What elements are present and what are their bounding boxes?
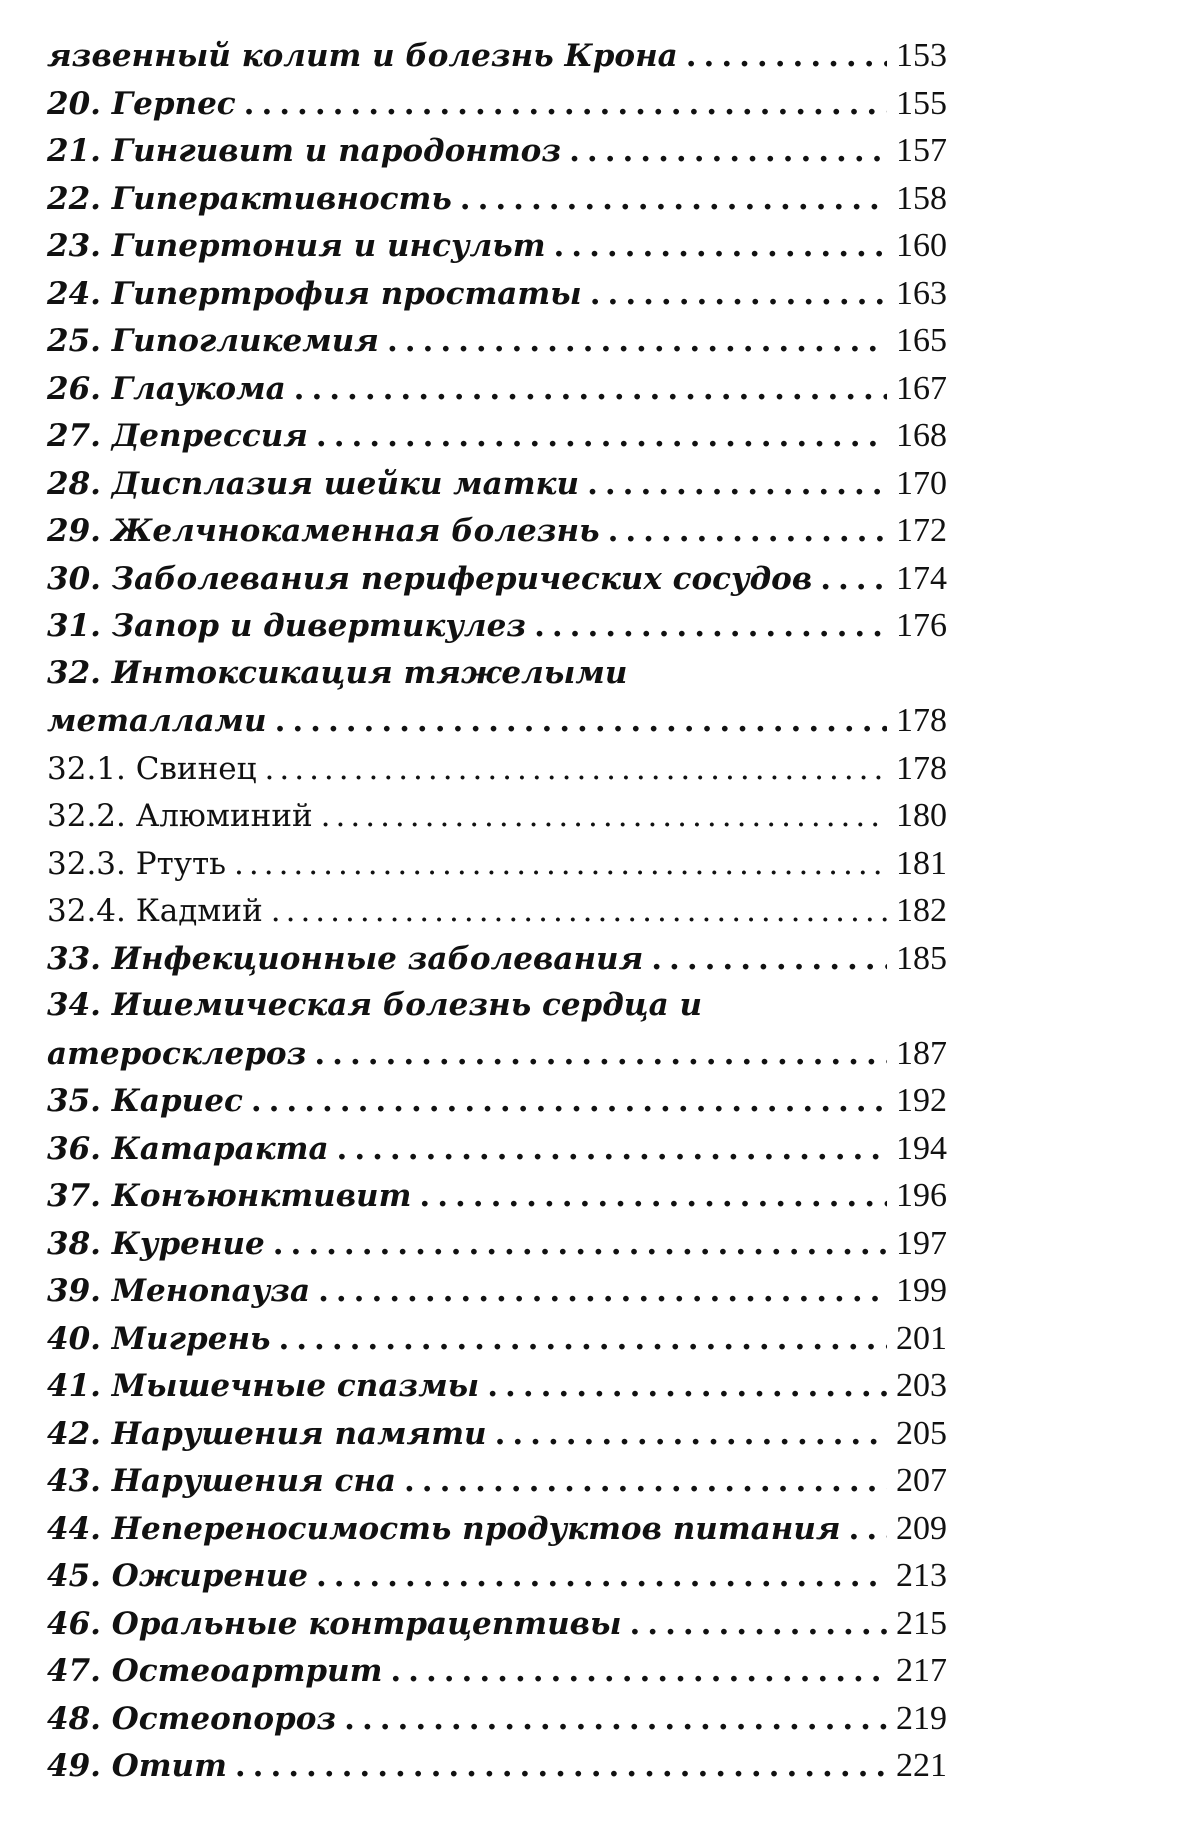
toc-entry-title: 30. Заболевания периферических сосудов [47,560,813,597]
toc-entry-title: 45. Ожирение [47,1558,309,1594]
toc-entry-title: 32.2. Алюминий [47,798,313,834]
toc-entry-page-number: 196 [896,1177,947,1214]
toc-dot-leader [235,1748,887,1784]
toc-entry-title: 31. Запор и дивертикулез [47,608,527,644]
toc-entry[interactable] [47,1272,947,1320]
toc-entry[interactable] [47,655,947,703]
toc-dot-leader [686,38,887,74]
toc-dot-leader [244,86,887,122]
toc-dot-leader [316,1558,887,1594]
toc-entry[interactable] [47,1225,947,1273]
toc-entry-page-number: 180 [896,797,947,834]
toc-dot-leader [390,1653,887,1689]
toc-entry[interactable] [47,85,947,133]
toc-entry[interactable] [47,1415,947,1463]
toc-dot-leader [294,371,887,407]
toc-entry[interactable] [47,1605,947,1653]
toc-entry[interactable] [47,512,947,560]
toc-dot-leader [534,608,887,644]
toc-entry-page-number: 187 [896,1034,947,1072]
toc-entry[interactable] [47,275,947,323]
toc-dot-leader [316,418,887,454]
toc-entry[interactable] [47,1082,947,1130]
toc-entry-title: 26. Глаукома [47,370,286,407]
toc-entry[interactable] [47,560,947,608]
toc-entry[interactable] [47,892,947,940]
toc-dot-leader [344,1701,887,1737]
toc-entry[interactable] [47,750,947,798]
toc-dot-leader [278,1321,887,1357]
toc-dot-leader [608,513,887,549]
toc-entry[interactable] [47,1177,947,1225]
toc-entry[interactable] [47,417,947,465]
toc-entry-title: 20. Герпес [47,85,236,122]
toc-entry-page-number: 209 [896,1509,947,1547]
toc-entry[interactable] [47,1557,947,1605]
toc-dot-leader [630,1606,887,1642]
toc-entry-title: 49. Отит [47,1748,227,1784]
toc-entry-title: 29. Желчнокаменная болезнь [47,513,600,549]
toc-dot-leader [387,323,887,359]
toc-entry-title: язвенный колит и болезнь Крона [47,38,678,74]
toc-entry-page-number: 213 [896,1557,947,1594]
toc-dot-leader [487,1368,887,1404]
toc-entry-title: 34. Ишемическая болезнь сердца и [47,987,703,1023]
toc-dot-leader [271,893,887,929]
toc-entry-page-number: 215 [896,1604,947,1642]
toc-dot-leader [273,1226,887,1262]
toc-dot-leader [587,466,887,502]
toc-entry-page-number: 182 [896,892,947,929]
toc-entry-title: 44. Непереносимость продуктов питания [47,1510,841,1547]
toc-dot-leader [265,751,887,787]
toc-entry-title: 43. Нарушения сна [47,1463,397,1499]
toc-dot-leader [234,846,887,882]
toc-dot-leader [275,703,887,739]
toc-dot-leader [251,1083,887,1119]
toc-entry-page-number: 203 [896,1367,947,1404]
toc-dot-leader [554,228,887,264]
toc-entry-title: 22. Гиперактивность [47,180,452,217]
toc-entry-page-number: 167 [896,369,947,407]
toc-entry-title: 41. Мышечные спазмы [47,1368,480,1404]
toc-entry[interactable] [47,607,947,655]
toc-dot-leader [569,133,887,169]
toc-entry[interactable] [47,845,947,893]
toc-entry-page-number: 199 [896,1272,947,1309]
toc-entry[interactable] [47,1462,947,1510]
toc-entry-page-number: 192 [896,1082,947,1119]
toc-entry-page-number: 176 [896,607,947,644]
toc-entry[interactable] [47,1700,947,1748]
toc-entry[interactable] [47,370,947,418]
toc-entry-title: 35. Кариес [47,1083,243,1119]
toc-dot-leader [314,1036,887,1072]
toc-entry-page-number: 181 [896,844,947,882]
toc-entry-title: 32. Интоксикация тяжелыми [47,654,628,691]
toc-dot-leader [321,798,887,834]
toc-entry-title: 40. Мигрень [47,1320,271,1357]
toc-entry-page-number: 194 [896,1129,947,1167]
toc-dot-leader [590,276,887,312]
toc-entry-page-number: 217 [896,1652,947,1689]
toc-entry-title: 47. Остеоартрит [47,1653,383,1689]
toc-entry-page-number: 219 [896,1699,947,1737]
toc-entry-page-number: 205 [896,1414,947,1452]
toc-entry-title: 32.1. Свинец [47,750,257,787]
toc-entry-page-number: 165 [896,322,947,359]
toc-entry-title: металлами [47,703,267,739]
toc-entry[interactable] [47,1320,947,1368]
toc-dot-leader [495,1416,887,1452]
toc-entry-title: 37. Конъюнктивит [47,1178,412,1214]
toc-entry[interactable] [47,132,947,180]
toc-entry[interactable] [47,1652,947,1700]
toc-dot-leader [849,1511,887,1547]
toc-entry-page-number: 207 [896,1462,947,1499]
toc-entry[interactable] [47,987,947,1035]
toc-entry-title: 33. Инфекционные заболевания [47,940,644,977]
toc-entry-title: 36. Катаракта [47,1130,329,1167]
toc-entry-page-number: 185 [896,939,947,977]
toc-entry-page-number: 163 [896,274,947,312]
toc-entry-title: 42. Нарушения памяти [47,1415,487,1452]
toc-dot-leader [460,181,887,217]
toc-entry-title: 27. Депрессия [47,418,308,454]
table-of-contents [47,37,947,1795]
toc-entry-page-number: 170 [896,464,947,502]
toc-entry-page-number: 153 [896,37,947,74]
toc-entry-title: атеросклероз [47,1035,307,1072]
toc-entry[interactable] [47,940,947,988]
toc-entry-title: 28. Дисплазия шейки матки [47,465,580,502]
toc-entry[interactable] [47,797,947,845]
toc-dot-leader [318,1273,887,1309]
toc-entry-page-number: 201 [896,1319,947,1357]
toc-entry-page-number: 155 [896,84,947,122]
toc-entry-title: 24. Гипертрофия простаты [47,275,582,312]
toc-entry-page-number: 160 [896,227,947,264]
toc-dot-leader [337,1131,887,1167]
toc-entry[interactable] [47,37,947,85]
toc-dot-leader [404,1463,887,1499]
toc-entry-title: 39. Менопауза [47,1273,311,1309]
toc-entry[interactable] [47,180,947,228]
toc-entry-title: 38. Курение [47,1225,265,1262]
toc-entry-page-number: 158 [896,179,947,217]
toc-entry[interactable] [47,702,947,750]
toc-entry-page-number: 197 [896,1224,947,1262]
toc-entry-page-number: 174 [896,559,947,597]
toc-entry-page-number: 178 [896,749,947,787]
toc-entry[interactable] [47,1747,947,1795]
toc-entry-title: 48. Остеопороз [47,1700,337,1737]
toc-entry-page-number: 221 [896,1747,947,1784]
toc-entry-page-number: 178 [896,702,947,739]
toc-entry[interactable] [47,1510,947,1558]
toc-entry-title: 32.3. Ртуть [47,845,227,882]
toc-entry-title: 21. Гингивит и пародонтоз [47,133,562,169]
toc-entry-page-number: 168 [896,417,947,454]
toc-entry-page-number: 157 [896,132,947,169]
toc-entry[interactable] [47,1130,947,1178]
toc-entry-title: 23. Гипертония и инсульт [47,228,546,264]
toc-entry[interactable] [47,1035,947,1083]
toc-entry-title: 46. Оральные контрацептивы [47,1605,622,1642]
toc-entry-title: 25. Гипогликемия [47,323,379,359]
toc-dot-leader [820,561,887,597]
toc-entry[interactable] [47,465,947,513]
toc-entry-page-number: 172 [896,512,947,549]
toc-entry[interactable] [47,322,947,370]
toc-entry-title: 32.4. Кадмий [47,893,263,929]
toc-entry[interactable] [47,227,947,275]
toc-entry[interactable] [47,1367,947,1415]
toc-dot-leader [651,941,887,977]
toc-dot-leader [419,1178,887,1214]
